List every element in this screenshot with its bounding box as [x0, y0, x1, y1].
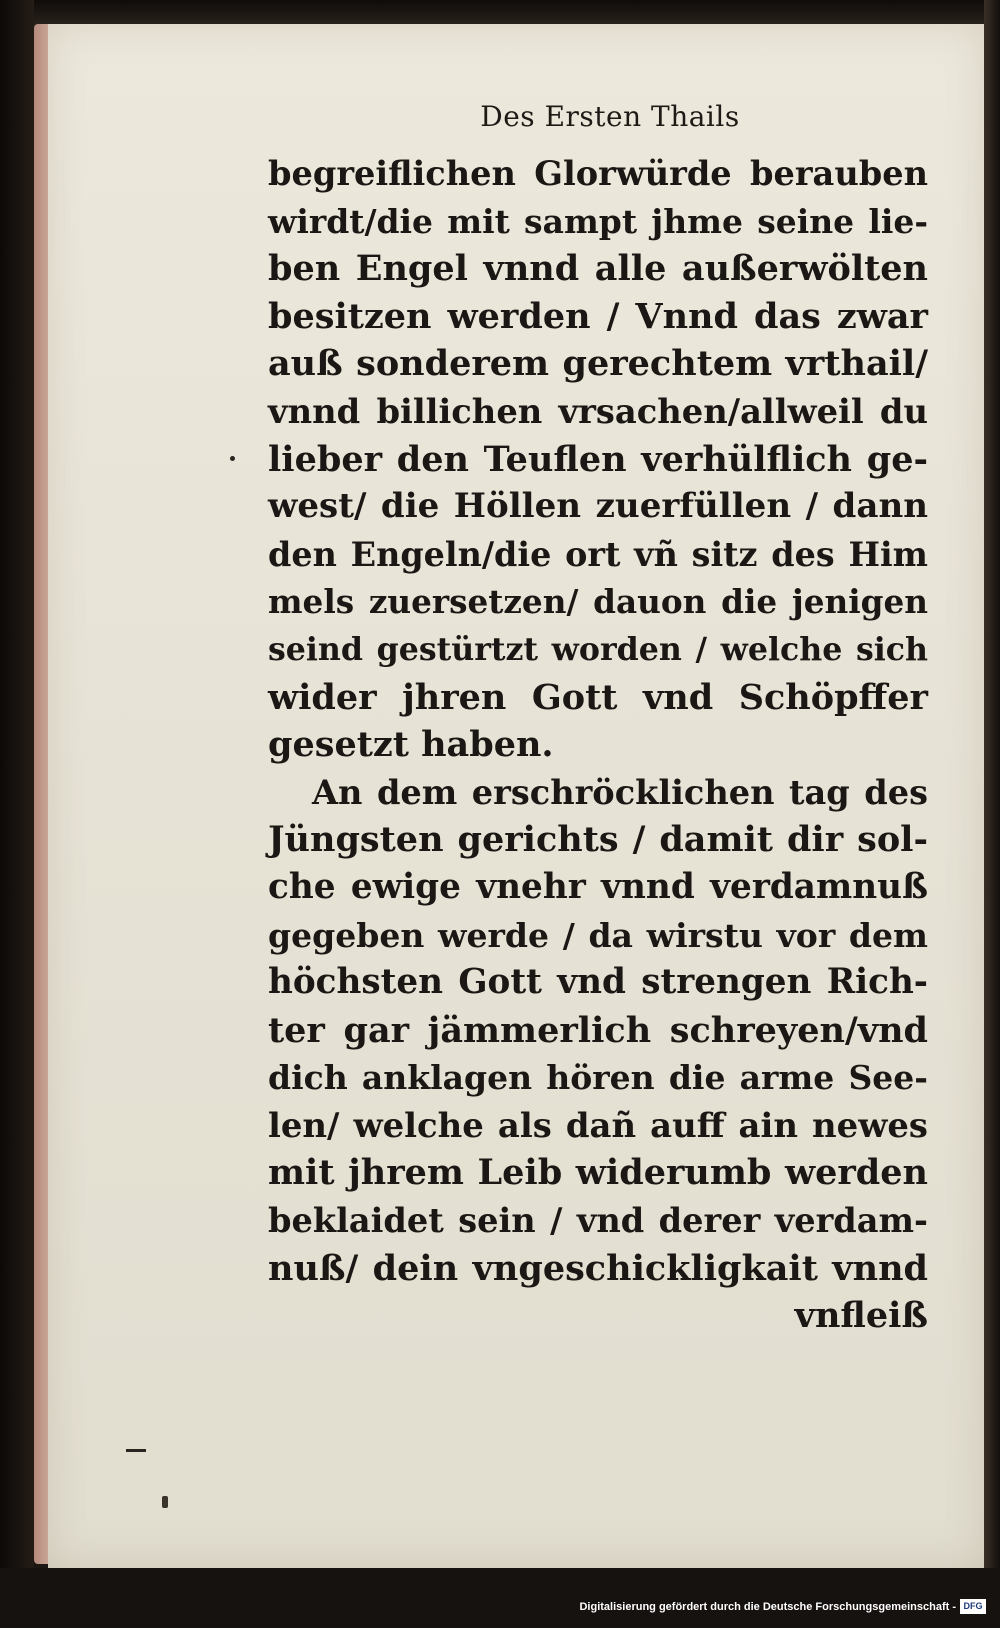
scan-top-edge — [0, 0, 1000, 26]
text-line: ben Engel vnnd alle außerwölten — [268, 248, 928, 290]
text-line: nuß/ dein vngeschickligkait vnnd — [268, 1247, 928, 1289]
text-line: che ewige vnehr vnnd verdamnuß — [268, 866, 928, 907]
text-line: gegeben werde / da wirstu vor dem — [268, 915, 928, 955]
footer-strip — [0, 1568, 1000, 1628]
text-line: Jüngsten gerichts / damit dir sol- — [268, 819, 928, 861]
book-right-edge — [984, 0, 1000, 1628]
text-line: den Engeln/die ort vñ sitz des Him — [268, 534, 928, 574]
text-line: ter gar jämmerlich schreyen/vnd — [268, 1009, 928, 1051]
catchword: vnfleiß — [794, 1295, 928, 1337]
dfg-logo: DFG — [960, 1599, 986, 1614]
margin-mark — [230, 456, 235, 461]
running-head: Des Ersten Thails — [480, 100, 740, 133]
text-line: mit jhrem Leib widerumb werden — [268, 1152, 928, 1194]
book-spine — [0, 0, 34, 1628]
text-line: dich anklagen hören die arme See- — [268, 1058, 928, 1098]
text-line: beklaidet sein / vnd derer verdam- — [268, 1200, 928, 1241]
text-line: seind gestürtzt worden / welche sich — [268, 630, 928, 668]
margin-dash-mark — [126, 1449, 146, 1452]
text-line: wider jhren Gott vnd Schöpffer — [268, 676, 928, 718]
text-line: begreiflichen Glorwürde berauben — [268, 153, 928, 193]
text-line: besitzen werden / Vnnd das zwar — [268, 295, 928, 337]
text-line: gesetzt haben. — [268, 724, 554, 766]
text-line: lieber den Teuflen verhülflich ge- — [268, 438, 928, 480]
text-line: west/ die Höllen zuerfüllen / dann — [268, 486, 928, 527]
body-text — [268, 150, 928, 1340]
paragraph-start-line: An dem erschröcklichen tag des — [312, 771, 928, 812]
margin-dot-mark — [162, 1496, 168, 1508]
text-line: höchsten Gott vnd strengen Rich- — [268, 962, 928, 1003]
digitization-credit: Digitalisierung gefördert durch die Deutsche Forschungsgemeinschaft - — [579, 1601, 956, 1613]
text-line: len/ welche als dañ auff ain newes — [268, 1104, 928, 1145]
text-line: mels zuersetzen/ dauon die jenigen — [268, 582, 928, 622]
text-line: vnnd billichen vrsachen/allweil du — [268, 390, 928, 431]
text-line: auß sonderem gerechtem vrthail/ — [268, 343, 928, 385]
text-line: wirdt/die mit sampt jhme seine lie- — [268, 201, 928, 241]
